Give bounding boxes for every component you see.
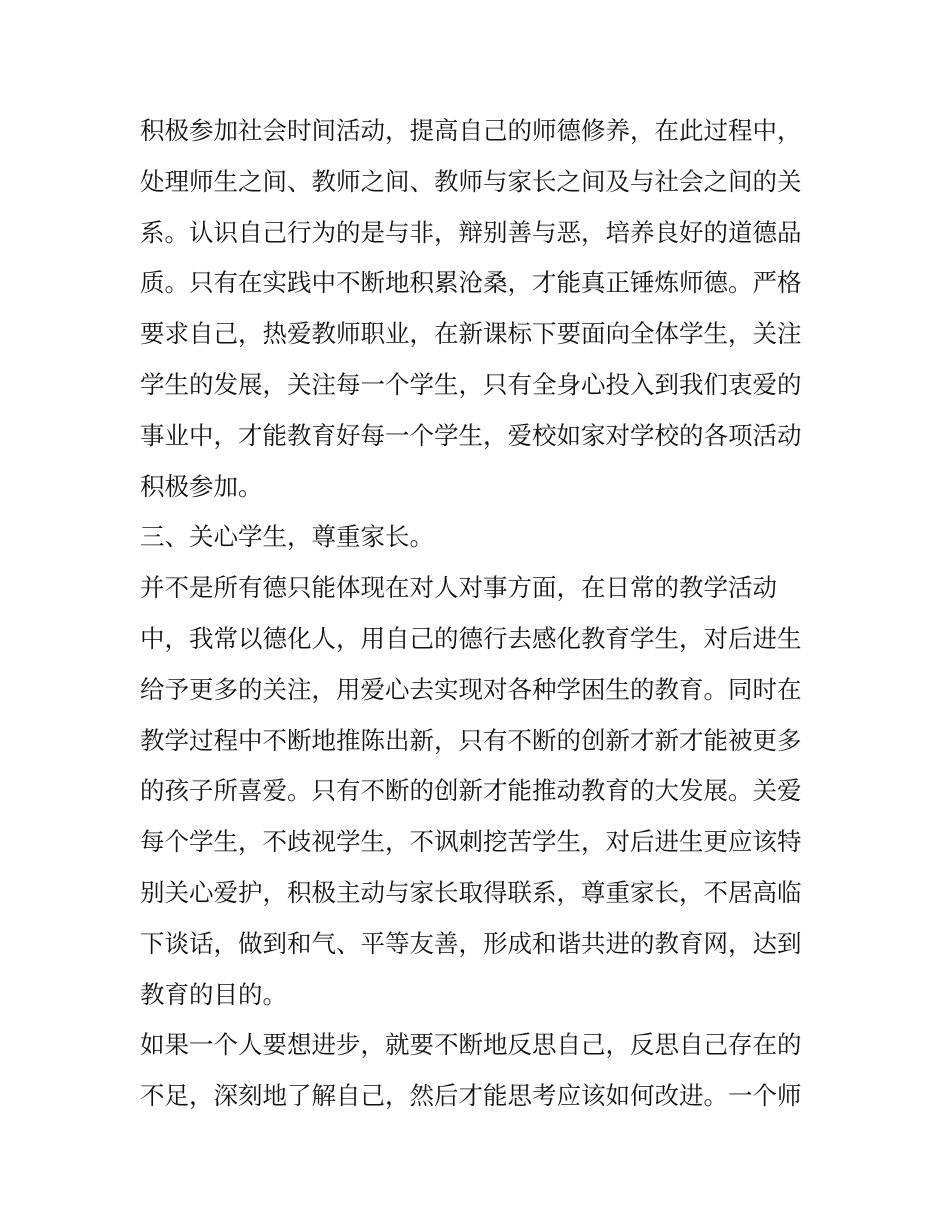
text-line: 如果一个人要想进步，就要不断地反思自己，反思自己存在的 [140, 1030, 802, 1060]
text-line: 教学过程中不断地推陈出新，只有不断的创新才新才能被更多 [140, 725, 802, 755]
text-line: 每个学生，不歧视学生，不讽刺挖苦学生，对后进生更应该特 [140, 827, 802, 857]
text-line: 质。只有在实践中不断地积累沧桑，才能真正锤炼师德。严格 [140, 268, 802, 298]
text-line: 下谈话，做到和气、平等友善，形成和谐共进的教育网，达到 [140, 928, 802, 958]
text-line: 的孩子所喜爱。只有不断的创新才能推动教育的大发展。关爱 [140, 776, 802, 806]
text-line: 不足，深刻地了解自己，然后才能思考应该如何改进。一个师 [140, 1081, 802, 1111]
text-line: 积极参加。 [140, 471, 263, 501]
text-line: 要求自己，热爱教师职业，在新课标下要面向全体学生，关注 [140, 319, 802, 349]
text-line: 学生的发展，关注每一个学生，只有全身心投入到我们衷爱的 [140, 369, 802, 399]
text-line: 中，我常以德化人，用自己的德行去感化教育学生，对后进生 [140, 623, 802, 653]
body-text [140, 106, 820, 1122]
text-line: 并不是所有德只能体现在对人对事方面，在日常的教学活动 [140, 573, 777, 603]
text-line: 事业中，才能教育好每一个学生，爱校如家对学校的各项活动 [140, 420, 802, 450]
section-heading: 三、关心学生，尊重家长。 [140, 522, 434, 552]
text-line: 积极参加社会时间活动，提高自己的师德修养，在此过程中， [140, 116, 802, 145]
text-line: 教育的目的。 [140, 979, 287, 1009]
text-line: 系。认识自己行为的是与非，辩别善与恶，培养良好的道德品 [140, 217, 802, 247]
text-line: 给予更多的关注，用爱心去实现对各种学困生的教育。同时在 [140, 674, 802, 704]
text-line: 别关心爱护，积极主动与家长取得联系，尊重家长，不居高临 [140, 877, 802, 907]
text-line: 处理师生之间、教师之间、教师与家长之间及与社会之间的关 [140, 166, 802, 196]
